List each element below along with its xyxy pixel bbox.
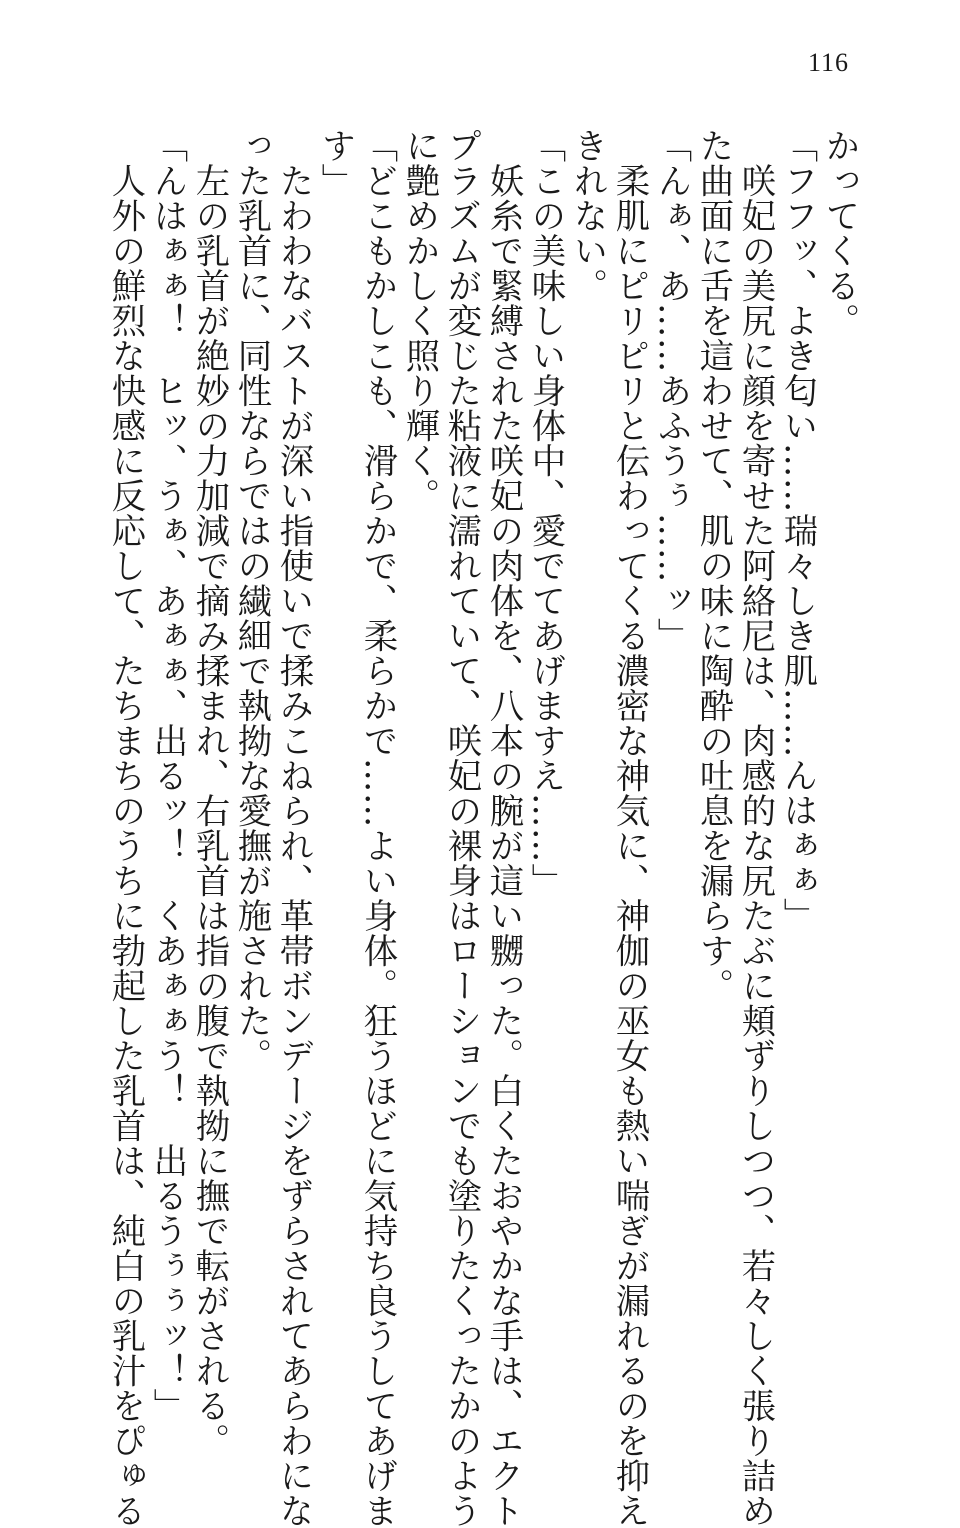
text-line: たわわなバストが深い指使いで揉みこねられ、革帯ボンデージをずらされてあらわにな — [273, 128, 313, 1528]
text-line: 「んはぁぁ！ ヒッ、うぁ、あぁぁ、出るッ！ くあぁぁう！ 出るうぅぅッ！」 — [147, 128, 187, 1423]
body-text — [104, 128, 860, 1528]
text-line: に艶めかしく照り輝く。 — [399, 128, 439, 513]
page-number: 116 — [808, 48, 850, 77]
text-line: す」 — [315, 128, 355, 198]
text-line: 左の乳首が絶妙の力加減で摘み揉まれ、右乳首は指の腹で執拗に撫で転がされる。 — [189, 128, 229, 1458]
text-line: かってくる。 — [819, 128, 859, 338]
text-line: た曲面に舌を這わせて、肌の味に陶酔の吐息を漏らす。 — [693, 128, 733, 1003]
text-line: った乳首に、同性ならではの繊細で執拗な愛撫が施された。 — [231, 128, 271, 1073]
text-line: 「んぁ、あ……あふうぅ……ッ」 — [651, 128, 691, 653]
text-line: 「この美味しい身体中、愛でてあげますえ……」 — [525, 128, 565, 898]
text-line: 「どこもかしこも、滑らかで、柔らかで……よい身体。狂うほどに気持ち良うしてあげま — [357, 128, 397, 1528]
text-line: 柔肌にピリピリと伝わってくる濃密な神気に、神伽の巫女も熱い喘ぎが漏れるのを抑え — [609, 128, 649, 1528]
text-line: きれない。 — [567, 128, 607, 303]
text-line: 咲妃の美尻に顔を寄せた阿絡尼は、肉感的な尻たぶに頬ずりしつつ、若々しく張り詰め — [735, 128, 775, 1528]
text-line: プラズムが変じた粘液に濡れていて、咲妃の裸身はローションでも塗りたくったかのよう — [441, 128, 481, 1528]
text-line: 人外の鮮烈な快感に反応して、たちまちのうちに勃起した乳首は、純白の乳汁をぴゅる — [105, 128, 145, 1528]
text-line: 妖糸で緊縛された咲妃の肉体を、八本の腕が這い嬲った。白くたおやかな手は、エクト — [483, 128, 523, 1528]
text-line: 「フフッ、よき匂い……瑞々しき肌……んはぁぁ」 — [777, 128, 817, 933]
